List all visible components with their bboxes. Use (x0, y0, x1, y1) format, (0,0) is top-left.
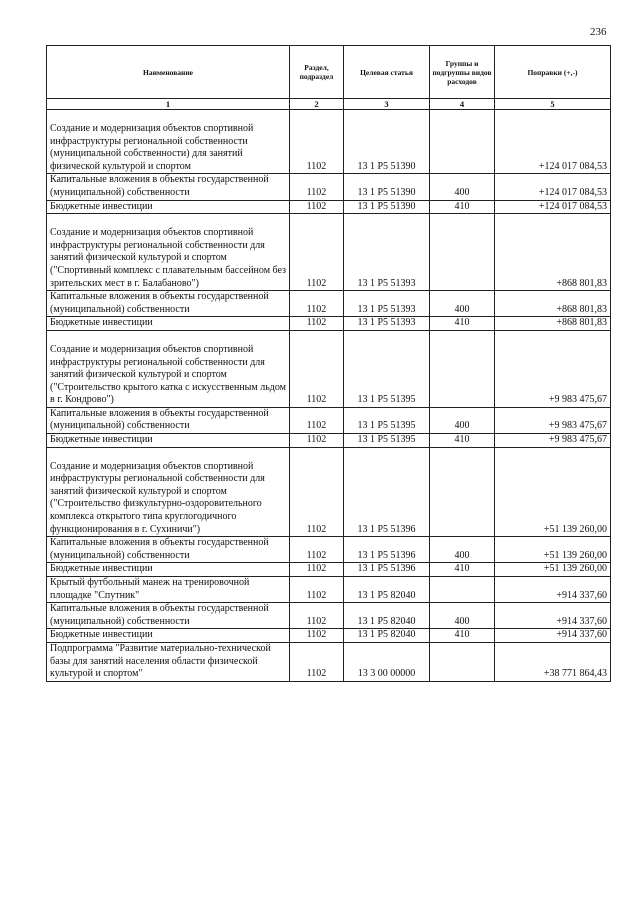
column-number: 2 (290, 99, 344, 110)
row-group: 400 (430, 407, 495, 433)
table-row (47, 577, 611, 603)
row-section: 1102 (290, 434, 344, 448)
table-row (47, 330, 611, 407)
row-name: Капитальные вложения в объекты государственной (муниципальной) собственности (47, 407, 290, 433)
row-group (430, 110, 495, 174)
table-row (47, 603, 611, 629)
row-section: 1102 (290, 291, 344, 317)
row-section: 1102 (290, 642, 344, 681)
row-section: 1102 (290, 407, 344, 433)
table-row (47, 317, 611, 331)
row-amount: +51 139 260,00 (495, 537, 611, 563)
row-target: 13 1 P5 51390 (344, 174, 430, 200)
row-target: 13 1 P5 51396 (344, 563, 430, 577)
row-target: 13 1 P5 51393 (344, 317, 430, 331)
row-target: 13 3 00 00000 (344, 642, 430, 681)
row-section: 1102 (290, 200, 344, 214)
header-section: Раздел, подраздел (290, 46, 344, 99)
row-group (430, 214, 495, 291)
row-amount: +51 139 260,00 (495, 563, 611, 577)
table-body (47, 110, 611, 682)
row-group: 410 (430, 200, 495, 214)
table-row (47, 537, 611, 563)
row-group (430, 330, 495, 407)
row-target: 13 1 P5 51395 (344, 330, 430, 407)
row-name: Капитальные вложения в объекты государственной (муниципальной) собственности (47, 537, 290, 563)
row-group: 400 (430, 603, 495, 629)
row-section: 1102 (290, 577, 344, 603)
row-amount: +9 983 475,67 (495, 407, 611, 433)
table-row (47, 174, 611, 200)
row-group: 410 (430, 563, 495, 577)
row-name: Бюджетные инвестиции (47, 629, 290, 643)
column-number: 4 (430, 99, 495, 110)
table-row (47, 563, 611, 577)
row-amount: +914 337,60 (495, 577, 611, 603)
row-name: Крытый футбольный манеж на тренировочной площадке "Спутник" (47, 577, 290, 603)
row-name: Капитальные вложения в объекты государственной (муниципальной) собственности (47, 291, 290, 317)
page-number: 236 (590, 26, 607, 38)
row-group: 400 (430, 174, 495, 200)
table-row (47, 110, 611, 174)
row-group (430, 642, 495, 681)
row-name: Создание и модернизация объектов спортивной инфраструктуры региональной собственности для занятий физической культурой и спортом ("Строительство физкультурно-оздоровительного комплекса открытого типа круглогодичного функционирования в г. Сухиничи") (47, 447, 290, 537)
row-group: 410 (430, 317, 495, 331)
column-number: 3 (344, 99, 430, 110)
row-amount: +9 983 475,67 (495, 330, 611, 407)
row-section: 1102 (290, 317, 344, 331)
row-amount: +868 801,83 (495, 214, 611, 291)
row-amount: +868 801,83 (495, 291, 611, 317)
row-name: Создание и модернизация объектов спортивной инфраструктуры региональной собственности для занятий физической культурой и спортом ("Спортивный комплекс с плавательным бассейном без зрительских мест в г. Балабаново") (47, 214, 290, 291)
header-group: Группы и подгруппы видов расходов (430, 46, 495, 99)
row-group: 400 (430, 291, 495, 317)
row-amount: +124 017 084,53 (495, 200, 611, 214)
row-section: 1102 (290, 174, 344, 200)
row-section: 1102 (290, 110, 344, 174)
row-amount: +914 337,60 (495, 603, 611, 629)
row-name: Бюджетные инвестиции (47, 434, 290, 448)
row-group: 400 (430, 537, 495, 563)
row-name: Капитальные вложения в объекты государственной (муниципальной) собственности (47, 603, 290, 629)
row-target: 13 1 P5 51390 (344, 110, 430, 174)
row-amount: +914 337,60 (495, 629, 611, 643)
header-row (47, 46, 611, 99)
row-amount: +9 983 475,67 (495, 434, 611, 448)
row-target: 13 1 P5 51390 (344, 200, 430, 214)
table-row (47, 629, 611, 643)
header-amount: Поправки (+,-) (495, 46, 611, 99)
row-amount: +38 771 864,43 (495, 642, 611, 681)
column-number-row (47, 99, 611, 110)
row-group (430, 447, 495, 537)
table-row (47, 214, 611, 291)
row-group (430, 577, 495, 603)
row-name: Создание и модернизация объектов спортивной инфраструктуры региональной собственности для занятий физической культурой и спортом ("Строительство крытого катка с искусственным льдом в г. Кондрово") (47, 330, 290, 407)
row-name: Капитальные вложения в объекты государственной (муниципальной) собственности (47, 174, 290, 200)
row-section: 1102 (290, 563, 344, 577)
table-row (47, 447, 611, 537)
row-name: Подпрограмма "Развитие материально-технической базы для занятий населения области физической культурой и спортом" (47, 642, 290, 681)
row-section: 1102 (290, 629, 344, 643)
row-section: 1102 (290, 537, 344, 563)
row-target: 13 1 P5 51395 (344, 407, 430, 433)
row-target: 13 1 P5 51396 (344, 447, 430, 537)
table-row (47, 407, 611, 433)
row-target: 13 1 P5 82040 (344, 629, 430, 643)
row-target: 13 1 P5 51396 (344, 537, 430, 563)
table-row (47, 434, 611, 448)
row-name: Бюджетные инвестиции (47, 563, 290, 577)
row-amount: +868 801,83 (495, 317, 611, 331)
row-section: 1102 (290, 603, 344, 629)
row-amount: +124 017 084,53 (495, 174, 611, 200)
table-row (47, 291, 611, 317)
table-row (47, 200, 611, 214)
column-number: 5 (495, 99, 611, 110)
row-target: 13 1 P5 51393 (344, 291, 430, 317)
row-group: 410 (430, 434, 495, 448)
header-name: Наименование (47, 46, 290, 99)
row-section: 1102 (290, 447, 344, 537)
row-target: 13 1 P5 82040 (344, 603, 430, 629)
budget-table (46, 45, 611, 682)
row-group: 410 (430, 629, 495, 643)
row-section: 1102 (290, 214, 344, 291)
header-target: Целевая статья (344, 46, 430, 99)
row-target: 13 1 P5 82040 (344, 577, 430, 603)
row-section: 1102 (290, 330, 344, 407)
table-row (47, 642, 611, 681)
row-amount: +51 139 260,00 (495, 447, 611, 537)
row-amount: +124 017 084,53 (495, 110, 611, 174)
row-target: 13 1 P5 51395 (344, 434, 430, 448)
column-number: 1 (47, 99, 290, 110)
row-name: Бюджетные инвестиции (47, 200, 290, 214)
row-name: Создание и модернизация объектов спортивной инфраструктуры региональной собственности (муниципальной собственности) для занятий физической культурой и спортом (47, 110, 290, 174)
row-name: Бюджетные инвестиции (47, 317, 290, 331)
row-target: 13 1 P5 51393 (344, 214, 430, 291)
